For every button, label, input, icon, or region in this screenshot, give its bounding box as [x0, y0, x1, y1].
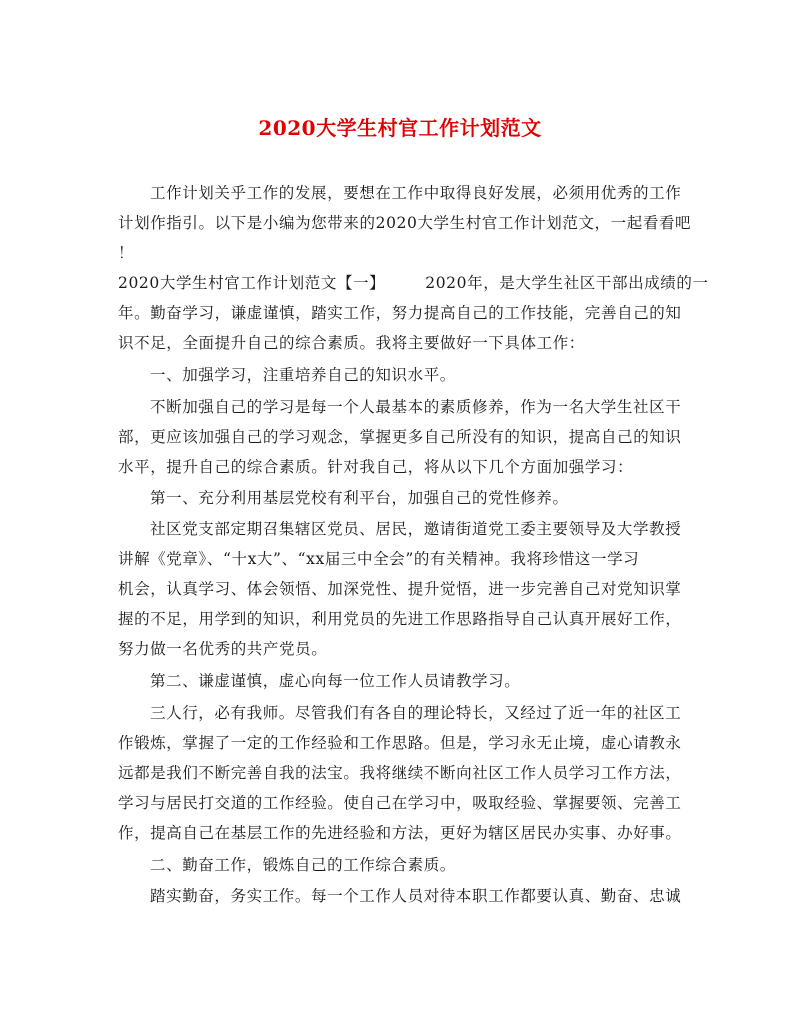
page-title: 2020大学生村官工作计划范文 — [258, 116, 542, 140]
paragraph-line: 年。勤奋学习，谦虚谨慎，踏实工作，努力提高自己的工作技能，完善自己的知 — [118, 304, 682, 322]
section-heading-line — [118, 273, 709, 293]
subheading-line: 第二、谦虚谨慎，虚心向每一位工作人员请教学习。 — [150, 672, 521, 690]
section-heading: 2020大学生村官工作计划范文【一】 — [118, 274, 386, 292]
paragraph-line: 不断加强自己的学习是每一个人最基本的素质修养，作为一名大学生社区干 — [150, 398, 682, 416]
paragraph-line: 学习与居民打交道的工作经验。使自己在学习中，吸取经验、掌握要领、完善工 — [118, 794, 682, 812]
paragraph-line: 努力做一名优秀的共产党员。 — [118, 640, 328, 658]
paragraph-line: 水平，提升自己的综合素质。针对我自己，将从以下几个方面加强学习： — [118, 458, 634, 476]
paragraph-line: 社区党支部定期召集辖区党员、居民，邀请街道党工委主要领导及大学教授 — [150, 520, 682, 538]
paragraph-line: 讲解《党章》、“十x大”、“xx届三中全会”的有关精神。我将珍惜这一学习 — [118, 550, 640, 568]
paragraph-line: 机会，认真学习、体会领悟、加深党性、提升觉悟，进一步完善自己对党知识掌 — [118, 580, 682, 598]
paragraph-line: 计划作指引。以下是小编为您带来的2020大学生村官工作计划范文，一起看看吧 — [118, 214, 692, 232]
subheading-line: 二、勤奋工作，锻炼自己的工作综合素质。 — [150, 856, 456, 874]
paragraph-line: 作锻炼，掌握了一定的工作经验和工作思路。但是，学习永无止境，虚心请教永 — [118, 734, 682, 752]
paragraph-line: 三人行，必有我师。尽管我们有各自的理论特长，又经过了近一年的社区工 — [150, 704, 682, 722]
subheading-line: 第一、充分利用基层党校有利平台，加强自己的党性修养。 — [150, 489, 569, 507]
paragraph-line: ！ — [118, 244, 135, 262]
paragraph-line: 作，提高自己在基层工作的先进经验和方法，更好为辖区居民办实事、办好事。 — [118, 824, 682, 842]
paragraph-line: 远都是我们不断完善自我的法宝。我将继续不断向社区工作人员学习工作方法， — [118, 764, 682, 782]
paragraph-line: 工作计划关乎工作的发展，要想在工作中取得良好发展，必须用优秀的工作 — [150, 184, 682, 202]
paragraph-line: 握的不足，用学到的知识，利用党员的先进工作思路指导自己认真开展好工作， — [118, 610, 682, 628]
subheading-line: 一、加强学习，注重培养自己的知识水平。 — [150, 366, 456, 384]
paragraph-line: 部，更应该加强自己的学习观念，掌握更多自己所没有的知识，提高自己的知识 — [118, 428, 682, 446]
paragraph-text: 2020年，是大学生社区干部出成绩的一 — [425, 274, 709, 292]
paragraph-line: 踏实勤奋，务实工作。每一个工作人员对待本职工作都要认真、勤奋、忠诚 — [150, 887, 682, 905]
paragraph-line: 识不足，全面提升自己的综合素质。我将主要做好一下具体工作： — [118, 334, 585, 352]
